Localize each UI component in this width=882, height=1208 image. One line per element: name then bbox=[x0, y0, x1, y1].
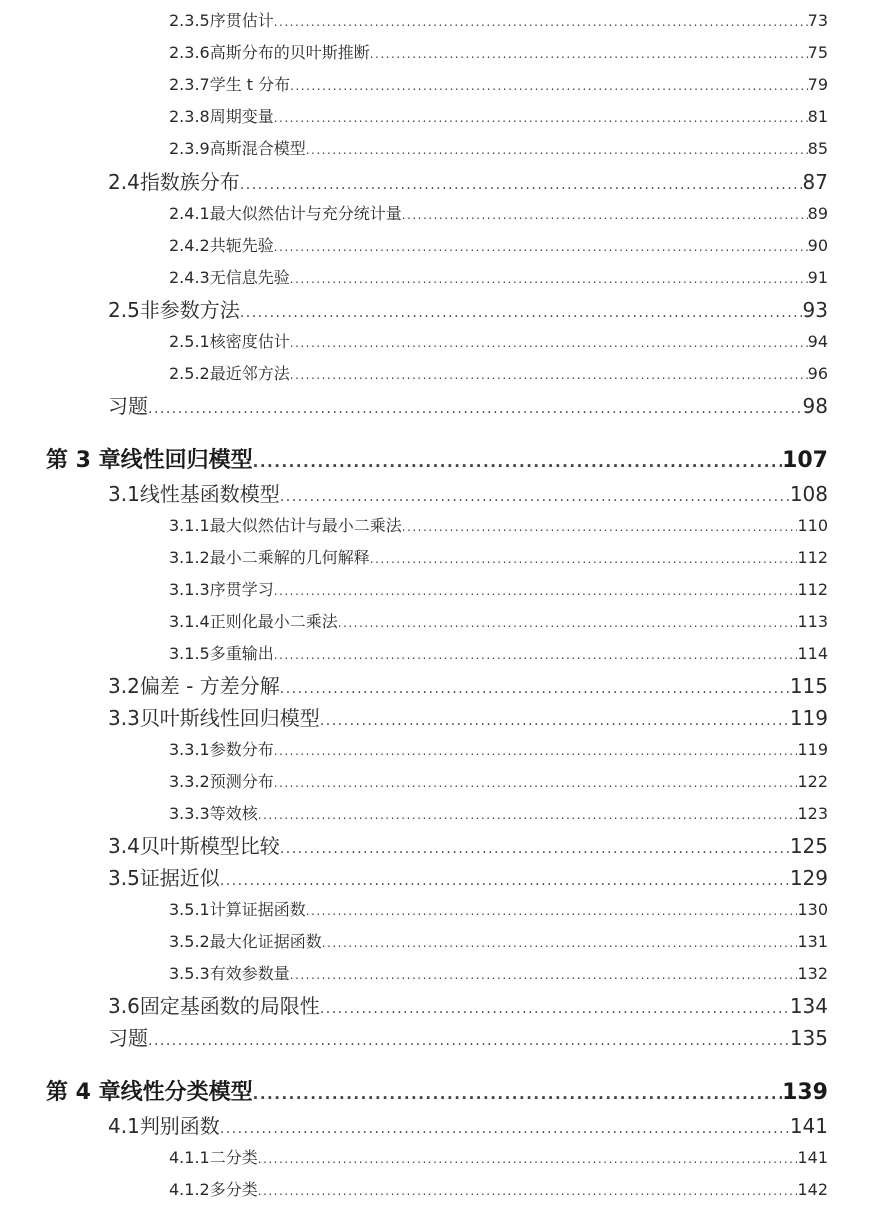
dot-leader bbox=[258, 1152, 798, 1166]
entry-title: 最小二乘解的几何解释 bbox=[209, 548, 370, 567]
entry-page: 112 bbox=[797, 548, 828, 567]
dot-leader bbox=[220, 873, 790, 889]
dot-leader bbox=[280, 681, 790, 697]
dot-leader bbox=[240, 305, 803, 321]
entry-page: 73 bbox=[807, 11, 828, 30]
entry-page: 79 bbox=[807, 75, 828, 94]
dot-leader bbox=[274, 648, 798, 662]
dot-leader bbox=[290, 79, 807, 93]
entry-title: 参数分布 bbox=[209, 740, 274, 759]
entry-page: 90 bbox=[807, 236, 828, 255]
entry-page: 134 bbox=[789, 994, 828, 1018]
entry-title: 序贯学习 bbox=[209, 580, 274, 599]
entry-number: 3.3.1 bbox=[169, 740, 210, 759]
entry-number: 2.3.6 bbox=[169, 43, 210, 62]
entry-page: 123 bbox=[797, 804, 828, 823]
entry-title: 固定基函数的局限性 bbox=[139, 994, 320, 1018]
toc-entry-chapter-4[interactable] bbox=[46, 1075, 828, 1106]
entry-number: 2.4.1 bbox=[169, 204, 210, 223]
entry-number: 3.1.2 bbox=[169, 548, 210, 567]
toc-entry-2-3-8[interactable] bbox=[169, 104, 828, 127]
entry-number: 3.3.3 bbox=[169, 804, 210, 823]
entry-title: 共轭先验 bbox=[209, 236, 274, 255]
entry-title: 贝叶斯模型比较 bbox=[139, 834, 280, 858]
dot-leader bbox=[148, 1033, 790, 1049]
toc-entry-3-3-1[interactable] bbox=[169, 737, 828, 760]
entry-page: 112 bbox=[797, 580, 828, 599]
entry-title: 计算证据函数 bbox=[209, 900, 306, 919]
toc-entry-3-2[interactable] bbox=[108, 670, 828, 699]
dot-leader bbox=[253, 453, 782, 471]
entry-number: 2.3.5 bbox=[169, 11, 210, 30]
dot-leader bbox=[258, 808, 798, 822]
entry-page: 108 bbox=[789, 482, 828, 506]
entry-title: 线性基函数模型 bbox=[139, 482, 280, 506]
dot-leader bbox=[253, 1085, 782, 1103]
entry-title: 等效核 bbox=[209, 804, 258, 823]
toc-entry-3-1-5[interactable] bbox=[169, 641, 828, 664]
entry-page: 135 bbox=[789, 1026, 828, 1050]
entry-page: 141 bbox=[789, 1114, 828, 1138]
entry-number: 2.4.3 bbox=[169, 268, 210, 287]
entry-number: 第 3 章 bbox=[46, 448, 121, 473]
toc-entry-3-1-3[interactable] bbox=[169, 577, 828, 600]
entry-number: 3.5.3 bbox=[169, 964, 210, 983]
entry-page: 94 bbox=[807, 332, 828, 351]
dot-leader bbox=[280, 841, 790, 857]
entry-title: 无信息先验 bbox=[209, 268, 290, 287]
entry-number: 4.1.1 bbox=[169, 1148, 210, 1167]
toc-entry-2-4-3[interactable] bbox=[169, 265, 828, 288]
entry-title: 偏差 - 方差分解 bbox=[139, 674, 280, 698]
toc-entry-3-5-3[interactable] bbox=[169, 961, 828, 984]
entry-page: 125 bbox=[789, 834, 828, 858]
entry-number: 3.1.3 bbox=[169, 580, 210, 599]
entry-number: 3.6 bbox=[108, 994, 140, 1018]
entry-page: 119 bbox=[797, 740, 828, 759]
toc-entry-2-5-1[interactable] bbox=[169, 329, 828, 352]
entry-page: 115 bbox=[789, 674, 828, 698]
dot-leader bbox=[290, 272, 808, 286]
toc-entry-2-4[interactable] bbox=[108, 166, 828, 195]
entry-number: 3.2 bbox=[108, 674, 140, 698]
entry-page: 85 bbox=[807, 139, 828, 158]
entry-title: 线性回归模型 bbox=[120, 448, 253, 473]
dot-leader bbox=[370, 47, 808, 61]
entry-number: 4.1 bbox=[108, 1114, 140, 1138]
entry-title: 预测分布 bbox=[209, 772, 274, 791]
toc-entry-3-1-4[interactable] bbox=[169, 609, 828, 632]
toc-entry-2-4-1[interactable] bbox=[169, 201, 828, 224]
entry-page: 130 bbox=[797, 900, 828, 919]
dot-leader bbox=[274, 111, 808, 125]
entry-number: 3.3.2 bbox=[169, 772, 210, 791]
toc-entry-3-5-2[interactable] bbox=[169, 929, 828, 952]
dot-leader bbox=[290, 368, 808, 382]
entry-title: 多分类 bbox=[209, 1180, 258, 1199]
entry-page: 75 bbox=[807, 43, 828, 62]
entry-number: 2.5 bbox=[108, 298, 140, 322]
entry-number: 2.3.9 bbox=[169, 139, 210, 158]
entry-title: 多重输出 bbox=[209, 644, 274, 663]
entry-page: 93 bbox=[802, 298, 828, 322]
entry-number: 2.3.7 bbox=[169, 75, 210, 94]
toc-entry-3-5-1[interactable] bbox=[169, 897, 828, 920]
entry-page: 141 bbox=[797, 1148, 828, 1167]
entry-title: 证据近似 bbox=[139, 866, 220, 890]
entry-title: 最大似然估计与充分统计量 bbox=[209, 204, 402, 223]
toc-entry-4-1-2[interactable] bbox=[169, 1177, 828, 1200]
entry-number: 2.4 bbox=[108, 170, 140, 194]
dot-leader bbox=[290, 336, 808, 350]
entry-page: 91 bbox=[807, 268, 828, 287]
toc-entry-3-1[interactable] bbox=[108, 478, 828, 507]
entry-title: 最近邻方法 bbox=[209, 364, 290, 383]
entry-number: 3.1.4 bbox=[169, 612, 210, 631]
dot-leader bbox=[338, 616, 798, 630]
dot-leader bbox=[320, 713, 790, 729]
toc-entry-3-1-2[interactable] bbox=[169, 545, 828, 568]
toc-entry-3-3-2[interactable] bbox=[169, 769, 828, 792]
entry-number: 3.3 bbox=[108, 706, 140, 730]
entry-title: 高斯混合模型 bbox=[209, 139, 306, 158]
entry-title: 高斯分布的贝叶斯推断 bbox=[209, 43, 370, 62]
dot-leader bbox=[306, 143, 808, 157]
entry-title: 序贯估计 bbox=[209, 11, 274, 30]
entry-number: 第 4 章 bbox=[46, 1080, 121, 1105]
dot-leader bbox=[402, 520, 798, 534]
entry-number: 3.4 bbox=[108, 834, 140, 858]
entry-title: 线性分类模型 bbox=[120, 1080, 253, 1105]
entry-number: 3.5 bbox=[108, 866, 140, 890]
toc-entry-2-3-6[interactable] bbox=[169, 40, 828, 63]
toc-entry-3-5[interactable] bbox=[108, 862, 828, 891]
entry-number: 3.1 bbox=[108, 482, 140, 506]
dot-leader bbox=[320, 1001, 790, 1017]
entry-page: 110 bbox=[797, 516, 828, 535]
toc-entry-4-1-1[interactable] bbox=[169, 1145, 828, 1168]
toc-entry-2-4-2[interactable] bbox=[169, 233, 828, 256]
entry-number: 3.1.5 bbox=[169, 644, 210, 663]
entry-page: 122 bbox=[797, 772, 828, 791]
entry-title: 非参数方法 bbox=[139, 298, 240, 322]
toc-entry-3-4[interactable] bbox=[108, 830, 828, 859]
entry-number: 2.3.8 bbox=[169, 107, 210, 126]
entry-title: 二分类 bbox=[209, 1148, 258, 1167]
toc-entry-chapter-3[interactable] bbox=[46, 443, 828, 474]
entry-number: 3.5.1 bbox=[169, 900, 210, 919]
entry-title: 正则化最小二乘法 bbox=[209, 612, 338, 631]
toc-entry-2-5[interactable] bbox=[108, 294, 828, 323]
entry-page: 119 bbox=[789, 706, 828, 730]
entry-page: 113 bbox=[797, 612, 828, 631]
entry-title: 指数族分布 bbox=[139, 170, 240, 194]
toc-entry-2-3-5[interactable] bbox=[169, 8, 828, 31]
dot-leader bbox=[274, 584, 798, 598]
dot-leader bbox=[258, 1184, 798, 1198]
dot-leader bbox=[240, 177, 803, 193]
entry-page: 132 bbox=[797, 964, 828, 983]
toc-entry-exercises-ch2[interactable] bbox=[108, 390, 828, 419]
dot-leader bbox=[274, 15, 808, 29]
entry-title: 最大似然估计与最小二乘法 bbox=[209, 516, 402, 535]
entry-page: 131 bbox=[797, 932, 828, 951]
entry-number: 2.5.1 bbox=[169, 332, 210, 351]
entry-number: 4.1.2 bbox=[169, 1180, 210, 1199]
entry-title: 判别函数 bbox=[139, 1114, 220, 1138]
dot-leader bbox=[274, 744, 798, 758]
toc-entry-3-1-1[interactable] bbox=[169, 513, 828, 536]
entry-page: 129 bbox=[789, 866, 828, 890]
toc-entry-exercises-ch3[interactable] bbox=[108, 1022, 828, 1051]
entry-page: 81 bbox=[807, 107, 828, 126]
entry-title: 周期变量 bbox=[209, 107, 274, 126]
dot-leader bbox=[370, 552, 798, 566]
dot-leader bbox=[148, 401, 803, 417]
toc-entry-3-3-3[interactable] bbox=[169, 801, 828, 824]
toc-entry-3-6[interactable] bbox=[108, 990, 828, 1019]
entry-page: 98 bbox=[802, 394, 828, 418]
entry-number: 3.1.1 bbox=[169, 516, 210, 535]
entry-page: 89 bbox=[807, 204, 828, 223]
dot-leader bbox=[322, 936, 798, 950]
entry-number: 2.5.2 bbox=[169, 364, 210, 383]
entry-page: 139 bbox=[782, 1080, 828, 1105]
entry-page: 114 bbox=[797, 644, 828, 663]
dot-leader bbox=[290, 968, 798, 982]
dot-leader bbox=[280, 489, 790, 505]
dot-leader bbox=[274, 240, 808, 254]
entry-page: 87 bbox=[802, 170, 828, 194]
entry-page: 107 bbox=[782, 448, 828, 473]
dot-leader bbox=[220, 1121, 790, 1137]
entry-title: 核密度估计 bbox=[209, 332, 290, 351]
toc-entry-4-1[interactable] bbox=[108, 1110, 828, 1139]
dot-leader bbox=[306, 904, 798, 918]
entry-title: 有效参数量 bbox=[209, 964, 290, 983]
toc-entry-2-3-9[interactable] bbox=[169, 136, 828, 159]
entry-title: 习题 bbox=[108, 1026, 148, 1050]
toc-entry-2-3-7[interactable] bbox=[169, 72, 828, 95]
entry-page: 96 bbox=[807, 364, 828, 383]
entry-number: 2.4.2 bbox=[169, 236, 210, 255]
entry-number: 3.5.2 bbox=[169, 932, 210, 951]
entry-title: 最大化证据函数 bbox=[209, 932, 322, 951]
toc-entry-3-3[interactable] bbox=[108, 702, 828, 731]
entry-title: 贝叶斯线性回归模型 bbox=[139, 706, 320, 730]
dot-leader bbox=[274, 776, 798, 790]
entry-page: 142 bbox=[797, 1180, 828, 1199]
entry-title: 习题 bbox=[108, 394, 148, 418]
dot-leader bbox=[402, 208, 808, 222]
entry-title: 学生 t 分布 bbox=[209, 75, 291, 94]
toc-entry-2-5-2[interactable] bbox=[169, 361, 828, 384]
